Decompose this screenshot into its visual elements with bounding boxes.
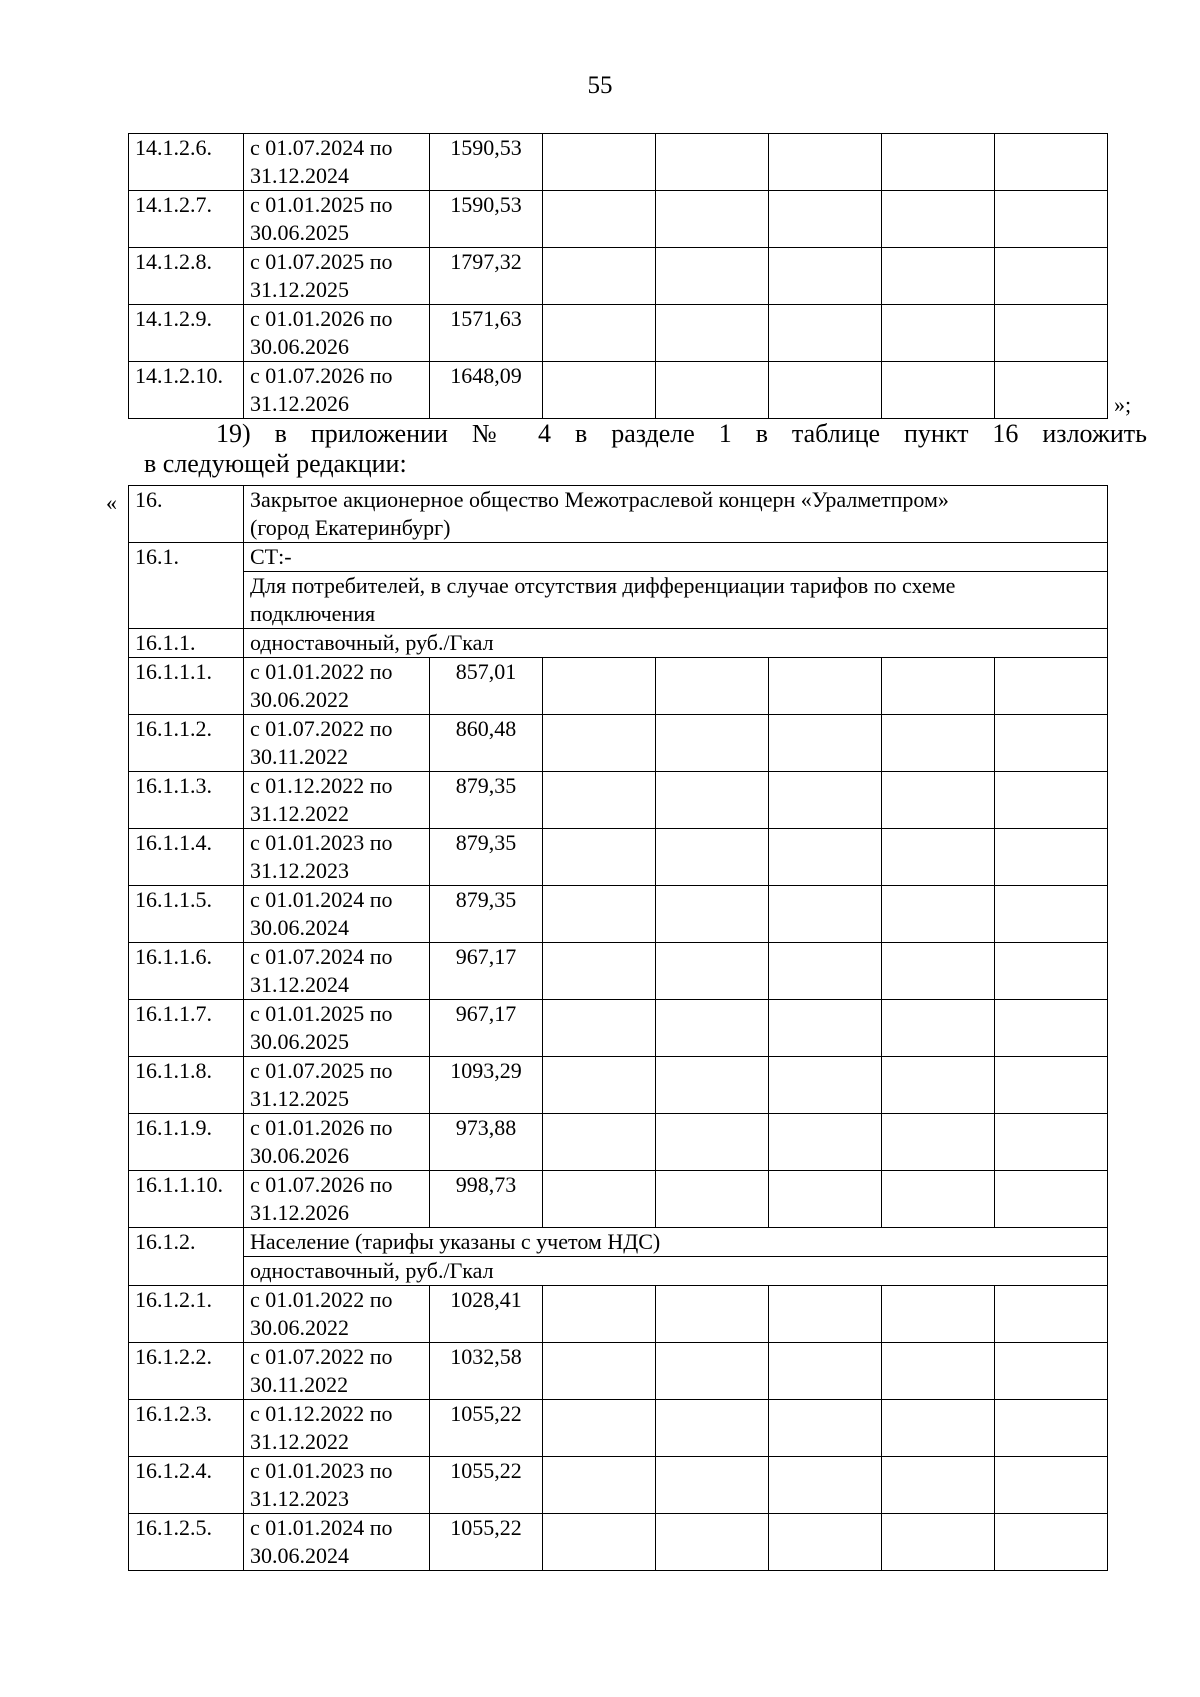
- row-period: с 01.01.2025 по 30.06.2025: [244, 1000, 430, 1057]
- row-value: 998,73: [430, 1171, 543, 1228]
- empty-cell: [656, 1400, 769, 1457]
- row-code: 16.1.2.2.: [129, 1343, 244, 1400]
- empty-cell: [769, 1114, 882, 1171]
- empty-cell: [995, 248, 1108, 305]
- row-code: 14.1.2.9.: [129, 305, 244, 362]
- table-row: [129, 829, 1108, 886]
- empty-cell: [543, 658, 656, 715]
- row-code: 16.1.2.5.: [129, 1514, 244, 1571]
- row-value: 967,17: [430, 1000, 543, 1057]
- empty-cell: [769, 248, 882, 305]
- empty-cell: [543, 1343, 656, 1400]
- table-row: [129, 305, 1108, 362]
- table-row: [129, 248, 1108, 305]
- empty-cell: [995, 1000, 1108, 1057]
- empty-cell: [882, 715, 995, 772]
- row-code: 16.1.2.1.: [129, 1286, 244, 1343]
- empty-cell: [543, 362, 656, 419]
- row-period: с 01.12.2022 по 31.12.2022: [244, 1400, 430, 1457]
- empty-cell: [656, 305, 769, 362]
- row-period: с 01.07.2025 по 31.12.2025: [244, 248, 430, 305]
- empty-cell: [995, 305, 1108, 362]
- table-row: [129, 1343, 1108, 1400]
- table-row: [129, 886, 1108, 943]
- empty-cell: [769, 191, 882, 248]
- row-code: 14.1.2.7.: [129, 191, 244, 248]
- row-value: 1590,53: [430, 134, 543, 191]
- empty-cell: [543, 1400, 656, 1457]
- row-code: 16.1.1.1.: [129, 658, 244, 715]
- table-row: [129, 1171, 1108, 1228]
- empty-cell: [882, 191, 995, 248]
- row-value: 1648,09: [430, 362, 543, 419]
- row-value: 1055,22: [430, 1514, 543, 1571]
- empty-cell: [995, 1457, 1108, 1514]
- empty-cell: [769, 829, 882, 886]
- row-code: 16.1.1.8.: [129, 1057, 244, 1114]
- empty-cell: [995, 658, 1108, 715]
- row-period: с 01.01.2026 по 30.06.2026: [244, 305, 430, 362]
- row-code: 16.1.1.2.: [129, 715, 244, 772]
- section-label: Население (тарифы указаны с учетом НДС): [244, 1228, 1108, 1257]
- empty-cell: [543, 886, 656, 943]
- tariff-table-top: [128, 133, 1108, 419]
- empty-cell: [543, 1114, 656, 1171]
- empty-cell: [656, 715, 769, 772]
- table-row: [129, 486, 1108, 543]
- row-value: 1797,32: [430, 248, 543, 305]
- organization-name: Закрытое акционерное общество Межотраслевой концерн «Уралметпром» (город Екатеринбург): [244, 486, 1108, 543]
- empty-cell: [882, 1343, 995, 1400]
- empty-cell: [995, 943, 1108, 1000]
- row-value: 1590,53: [430, 191, 543, 248]
- empty-cell: [543, 191, 656, 248]
- amendment-line-2: в следующей редакции:: [144, 449, 407, 478]
- row-code: 16.1.2.: [129, 1228, 244, 1286]
- table-row: [129, 1228, 1108, 1257]
- empty-cell: [543, 829, 656, 886]
- empty-cell: [656, 1057, 769, 1114]
- row-code: 16.1.1.9.: [129, 1114, 244, 1171]
- row-value: 1571,63: [430, 305, 543, 362]
- row-value: 1055,22: [430, 1400, 543, 1457]
- empty-cell: [769, 1343, 882, 1400]
- section-label: СТ:-: [244, 543, 1108, 572]
- empty-cell: [882, 886, 995, 943]
- empty-cell: [995, 1343, 1108, 1400]
- empty-cell: [882, 1000, 995, 1057]
- amendment-text: [144, 419, 1147, 479]
- row-value: 1032,58: [430, 1343, 543, 1400]
- section-sublabel: одноставочный, руб./Гкал: [244, 1257, 1108, 1286]
- empty-cell: [543, 772, 656, 829]
- row-code: 16.1.1.5.: [129, 886, 244, 943]
- empty-cell: [656, 134, 769, 191]
- empty-cell: [543, 134, 656, 191]
- empty-cell: [769, 1457, 882, 1514]
- empty-cell: [769, 886, 882, 943]
- row-value: 860,48: [430, 715, 543, 772]
- empty-cell: [882, 829, 995, 886]
- empty-cell: [995, 134, 1108, 191]
- subsection-label: одноставочный, руб./Гкал: [244, 629, 1108, 658]
- row-code: 16.1.2.4.: [129, 1457, 244, 1514]
- empty-cell: [543, 1171, 656, 1228]
- empty-cell: [882, 1114, 995, 1171]
- table-row: [129, 1257, 1108, 1286]
- empty-cell: [882, 248, 995, 305]
- empty-cell: [882, 1457, 995, 1514]
- empty-cell: [995, 1171, 1108, 1228]
- empty-cell: [882, 1514, 995, 1571]
- empty-cell: [656, 191, 769, 248]
- empty-cell: [656, 943, 769, 1000]
- empty-cell: [769, 943, 882, 1000]
- row-period: с 01.07.2026 по 31.12.2026: [244, 1171, 430, 1228]
- empty-cell: [882, 1057, 995, 1114]
- row-period: с 01.01.2024 по 30.06.2024: [244, 1514, 430, 1571]
- table-row: [129, 658, 1108, 715]
- empty-cell: [656, 1000, 769, 1057]
- empty-cell: [543, 715, 656, 772]
- empty-cell: [543, 1286, 656, 1343]
- table-row: [129, 1114, 1108, 1171]
- row-code: 16.1.1.3.: [129, 772, 244, 829]
- empty-cell: [543, 1514, 656, 1571]
- row-code: 16.1.1.4.: [129, 829, 244, 886]
- row-period: с 01.01.2022 по 30.06.2022: [244, 658, 430, 715]
- table-row: [129, 1514, 1108, 1571]
- empty-cell: [882, 943, 995, 1000]
- table-row: [129, 572, 1108, 629]
- row-period: с 01.01.2023 по 31.12.2023: [244, 829, 430, 886]
- row-period: с 01.07.2026 по 31.12.2026: [244, 362, 430, 419]
- row-value: 879,35: [430, 886, 543, 943]
- empty-cell: [656, 1514, 769, 1571]
- closing-quote: »;: [1114, 392, 1132, 417]
- row-value: 1055,22: [430, 1457, 543, 1514]
- empty-cell: [995, 1286, 1108, 1343]
- empty-cell: [882, 772, 995, 829]
- table-row: [129, 1000, 1108, 1057]
- opening-quote: «: [106, 490, 117, 515]
- row-period: с 01.07.2025 по 31.12.2025: [244, 1057, 430, 1114]
- empty-cell: [995, 772, 1108, 829]
- empty-cell: [995, 1514, 1108, 1571]
- table-row: [129, 772, 1108, 829]
- empty-cell: [995, 191, 1108, 248]
- empty-cell: [995, 886, 1108, 943]
- empty-cell: [543, 1057, 656, 1114]
- row-value: 1028,41: [430, 1286, 543, 1343]
- row-value: 857,01: [430, 658, 543, 715]
- empty-cell: [769, 715, 882, 772]
- row-period: с 01.01.2026 по 30.06.2026: [244, 1114, 430, 1171]
- empty-cell: [769, 1514, 882, 1571]
- empty-cell: [656, 886, 769, 943]
- empty-cell: [882, 1286, 995, 1343]
- table-row: [129, 191, 1108, 248]
- empty-cell: [656, 1457, 769, 1514]
- empty-cell: [769, 134, 882, 191]
- row-code: 16.: [129, 486, 244, 543]
- empty-cell: [543, 1457, 656, 1514]
- row-code: 14.1.2.10.: [129, 362, 244, 419]
- row-code: 16.1.2.3.: [129, 1400, 244, 1457]
- row-period: с 01.07.2022 по 30.11.2022: [244, 1343, 430, 1400]
- empty-cell: [543, 305, 656, 362]
- empty-cell: [656, 829, 769, 886]
- empty-cell: [995, 1114, 1108, 1171]
- section-note: Для потребителей, в случае отсутствия дифференциации тарифов по схеме подключения: [244, 572, 1108, 629]
- empty-cell: [769, 1400, 882, 1457]
- empty-cell: [995, 829, 1108, 886]
- empty-cell: [769, 772, 882, 829]
- row-code: 16.1.1.: [129, 629, 244, 658]
- table-row: [129, 1286, 1108, 1343]
- empty-cell: [882, 134, 995, 191]
- row-code: 14.1.2.6.: [129, 134, 244, 191]
- empty-cell: [882, 1171, 995, 1228]
- amendment-line-1: 19) в приложении № 4 в разделе 1 в таблице пункт 16 изложить: [216, 419, 1147, 448]
- row-code: 16.1.1.6.: [129, 943, 244, 1000]
- empty-cell: [882, 362, 995, 419]
- row-value: 967,17: [430, 943, 543, 1000]
- row-code: 16.1.1.7.: [129, 1000, 244, 1057]
- empty-cell: [995, 1057, 1108, 1114]
- empty-cell: [769, 305, 882, 362]
- row-code: 14.1.2.8.: [129, 248, 244, 305]
- row-period: с 01.12.2022 по 31.12.2022: [244, 772, 430, 829]
- empty-cell: [656, 362, 769, 419]
- empty-cell: [656, 1114, 769, 1171]
- empty-cell: [882, 1400, 995, 1457]
- empty-cell: [543, 943, 656, 1000]
- empty-cell: [543, 1000, 656, 1057]
- empty-cell: [769, 658, 882, 715]
- row-period: с 01.01.2025 по 30.06.2025: [244, 191, 430, 248]
- table-row: [129, 1400, 1108, 1457]
- row-code: 16.1.: [129, 543, 244, 629]
- empty-cell: [656, 658, 769, 715]
- empty-cell: [769, 1171, 882, 1228]
- row-value: 973,88: [430, 1114, 543, 1171]
- empty-cell: [769, 1000, 882, 1057]
- table-row: [129, 1057, 1108, 1114]
- empty-cell: [656, 1343, 769, 1400]
- table-row: [129, 134, 1108, 191]
- empty-cell: [656, 772, 769, 829]
- empty-cell: [769, 1057, 882, 1114]
- row-value: 879,35: [430, 829, 543, 886]
- empty-cell: [995, 1400, 1108, 1457]
- empty-cell: [656, 1286, 769, 1343]
- table-row: [129, 362, 1108, 419]
- empty-cell: [769, 1286, 882, 1343]
- table-row: [129, 943, 1108, 1000]
- empty-cell: [882, 658, 995, 715]
- table-row: [129, 1457, 1108, 1514]
- row-value: 879,35: [430, 772, 543, 829]
- table-row: [129, 543, 1108, 572]
- table-row: [129, 715, 1108, 772]
- row-period: с 01.07.2022 по 30.11.2022: [244, 715, 430, 772]
- row-period: с 01.07.2024 по 31.12.2024: [244, 943, 430, 1000]
- empty-cell: [995, 715, 1108, 772]
- tariff-table-main: [128, 485, 1108, 1571]
- row-period: с 01.07.2024 по 31.12.2024: [244, 134, 430, 191]
- empty-cell: [543, 248, 656, 305]
- empty-cell: [882, 305, 995, 362]
- row-period: с 01.01.2023 по 31.12.2023: [244, 1457, 430, 1514]
- row-value: 1093,29: [430, 1057, 543, 1114]
- row-period: с 01.01.2024 по 30.06.2024: [244, 886, 430, 943]
- empty-cell: [656, 248, 769, 305]
- row-code: 16.1.1.10.: [129, 1171, 244, 1228]
- empty-cell: [995, 362, 1108, 419]
- table-row: [129, 629, 1108, 658]
- empty-cell: [769, 362, 882, 419]
- row-period: с 01.01.2022 по 30.06.2022: [244, 1286, 430, 1343]
- empty-cell: [656, 1171, 769, 1228]
- page-number: 55: [587, 72, 613, 99]
